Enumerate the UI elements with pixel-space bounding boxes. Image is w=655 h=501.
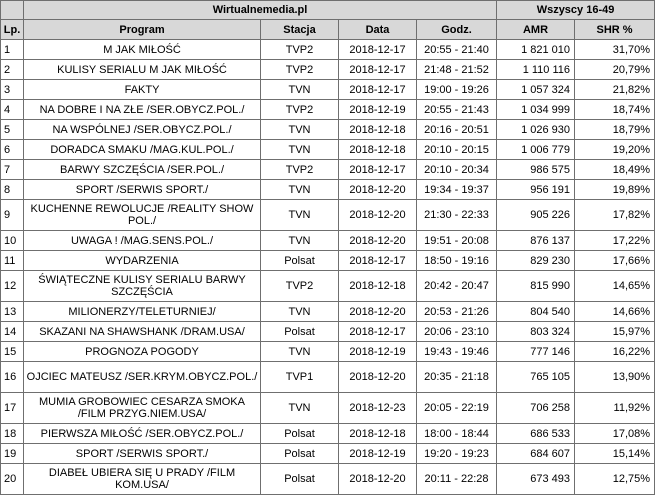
cell-shr: 20,79% <box>575 60 655 80</box>
cell-station: Polsat <box>261 444 339 464</box>
cell-date: 2018-12-17 <box>339 80 417 100</box>
cell-date: 2018-12-19 <box>339 444 417 464</box>
cell-program: SKAZANI NA SHAWSHANK /DRAM.USA/ <box>24 322 261 342</box>
cell-program: DIABEŁ UBIERA SIĘ U PRADY /FILM KOM.USA/ <box>24 464 261 495</box>
cell-lp: 5 <box>1 120 24 140</box>
cell-date: 2018-12-18 <box>339 120 417 140</box>
table-title-row <box>1 1 655 20</box>
cell-station: TVP1 <box>261 362 339 393</box>
cell-station: TVN <box>261 231 339 251</box>
cell-program: MILIONERZY/TELETURNIEJ/ <box>24 302 261 322</box>
cell-date: 2018-12-18 <box>339 140 417 160</box>
cell-station: Polsat <box>261 251 339 271</box>
cell-date: 2018-12-23 <box>339 393 417 424</box>
cell-program: SPORT /SERWIS SPORT./ <box>24 180 261 200</box>
table-row <box>1 251 655 271</box>
cell-program: KULISY SERIALU M JAK MIŁOŚĆ <box>24 60 261 80</box>
col-header-station: Stacja <box>261 20 339 40</box>
cell-amr: 1 006 779 <box>497 140 575 160</box>
col-header-shr: SHR % <box>575 20 655 40</box>
cell-date: 2018-12-19 <box>339 100 417 120</box>
cell-lp: 2 <box>1 60 24 80</box>
cell-date: 2018-12-17 <box>339 322 417 342</box>
corner-cell <box>1 1 24 20</box>
cell-shr: 19,89% <box>575 180 655 200</box>
cell-date: 2018-12-18 <box>339 271 417 302</box>
cell-amr: 1 026 930 <box>497 120 575 140</box>
cell-date: 2018-12-20 <box>339 464 417 495</box>
cell-lp: 13 <box>1 302 24 322</box>
cell-time: 20:11 - 22:28 <box>417 464 497 495</box>
cell-station: TVP2 <box>261 271 339 302</box>
cell-shr: 12,75% <box>575 464 655 495</box>
table-row <box>1 40 655 60</box>
cell-station: TVP2 <box>261 160 339 180</box>
cell-time: 20:55 - 21:40 <box>417 40 497 60</box>
cell-amr: 1 110 116 <box>497 60 575 80</box>
cell-station: Polsat <box>261 464 339 495</box>
cell-time: 18:00 - 18:44 <box>417 424 497 444</box>
cell-program: OJCIEC MATEUSZ /SER.KRYM.OBYCZ.POL./ <box>24 362 261 393</box>
cell-amr: 706 258 <box>497 393 575 424</box>
cell-time: 20:16 - 20:51 <box>417 120 497 140</box>
cell-amr: 829 230 <box>497 251 575 271</box>
cell-time: 21:48 - 21:52 <box>417 60 497 80</box>
table-row <box>1 80 655 100</box>
cell-station: TVN <box>261 342 339 362</box>
cell-station: TVN <box>261 302 339 322</box>
cell-lp: 14 <box>1 322 24 342</box>
table-row <box>1 120 655 140</box>
table-row <box>1 444 655 464</box>
cell-amr: 777 146 <box>497 342 575 362</box>
cell-amr: 1 057 324 <box>497 80 575 100</box>
source-header: Wirtualnemedia.pl <box>24 1 497 20</box>
cell-lp: 8 <box>1 180 24 200</box>
table-row <box>1 393 655 424</box>
cell-time: 20:35 - 21:18 <box>417 362 497 393</box>
cell-station: Polsat <box>261 322 339 342</box>
cell-station: TVP2 <box>261 40 339 60</box>
cell-amr: 986 575 <box>497 160 575 180</box>
cell-program: M JAK MIŁOŚĆ <box>24 40 261 60</box>
cell-time: 20:05 - 22:19 <box>417 393 497 424</box>
cell-station: TVN <box>261 120 339 140</box>
col-header-program: Program <box>24 20 261 40</box>
cell-station: TVN <box>261 393 339 424</box>
cell-program: UWAGA ! /MAG.SENS.POL./ <box>24 231 261 251</box>
table-row <box>1 302 655 322</box>
cell-station: TVN <box>261 200 339 231</box>
cell-station: Polsat <box>261 424 339 444</box>
cell-program: DORADCA SMAKU /MAG.KUL.POL./ <box>24 140 261 160</box>
cell-date: 2018-12-20 <box>339 302 417 322</box>
cell-lp: 15 <box>1 342 24 362</box>
cell-date: 2018-12-19 <box>339 342 417 362</box>
cell-amr: 956 191 <box>497 180 575 200</box>
table-row <box>1 362 655 393</box>
cell-shr: 16,22% <box>575 342 655 362</box>
cell-date: 2018-12-17 <box>339 40 417 60</box>
cell-lp: 17 <box>1 393 24 424</box>
cell-program: BARWY SZCZĘŚCIA /SER.POL./ <box>24 160 261 180</box>
table-row <box>1 271 655 302</box>
cell-station: TVN <box>261 140 339 160</box>
table-row <box>1 424 655 444</box>
cell-shr: 21,82% <box>575 80 655 100</box>
cell-lp: 20 <box>1 464 24 495</box>
cell-program: NA DOBRE I NA ZŁE /SER.OBYCZ.POL./ <box>24 100 261 120</box>
audience-group-header: Wszyscy 16-49 <box>497 1 655 20</box>
cell-amr: 765 105 <box>497 362 575 393</box>
cell-station: TVP2 <box>261 60 339 80</box>
cell-shr: 17,82% <box>575 200 655 231</box>
cell-lp: 1 <box>1 40 24 60</box>
cell-time: 19:00 - 19:26 <box>417 80 497 100</box>
cell-shr: 19,20% <box>575 140 655 160</box>
cell-lp: 7 <box>1 160 24 180</box>
table-row <box>1 464 655 495</box>
cell-amr: 1 821 010 <box>497 40 575 60</box>
cell-time: 19:43 - 19:46 <box>417 342 497 362</box>
cell-shr: 17,08% <box>575 424 655 444</box>
cell-program: ŚWIĄTECZNE KULISY SERIALU BARWY SZCZĘŚCIA <box>24 271 261 302</box>
cell-program: WYDARZENIA <box>24 251 261 271</box>
table-row <box>1 200 655 231</box>
cell-time: 20:06 - 23:10 <box>417 322 497 342</box>
cell-date: 2018-12-17 <box>339 60 417 80</box>
cell-date: 2018-12-20 <box>339 362 417 393</box>
cell-shr: 17,66% <box>575 251 655 271</box>
cell-program: SPORT /SERWIS SPORT./ <box>24 444 261 464</box>
cell-station: TVP2 <box>261 100 339 120</box>
cell-date: 2018-12-20 <box>339 231 417 251</box>
cell-time: 19:20 - 19:23 <box>417 444 497 464</box>
cell-program: FAKTY <box>24 80 261 100</box>
cell-shr: 31,70% <box>575 40 655 60</box>
cell-program: PROGNOZA POGODY <box>24 342 261 362</box>
cell-program: MUMIA GROBOWIEC CESARZA SMOKA /FILM PRZYG.NIEM.USA/ <box>24 393 261 424</box>
column-header-row <box>1 20 655 40</box>
cell-time: 20:55 - 21:43 <box>417 100 497 120</box>
cell-program: NA WSPÓLNEJ /SER.OBYCZ.POL./ <box>24 120 261 140</box>
cell-amr: 686 533 <box>497 424 575 444</box>
cell-amr: 804 540 <box>497 302 575 322</box>
cell-amr: 876 137 <box>497 231 575 251</box>
cell-time: 20:53 - 21:26 <box>417 302 497 322</box>
cell-shr: 13,90% <box>575 362 655 393</box>
cell-shr: 11,92% <box>575 393 655 424</box>
cell-date: 2018-12-20 <box>339 200 417 231</box>
cell-shr: 18,49% <box>575 160 655 180</box>
cell-time: 19:51 - 20:08 <box>417 231 497 251</box>
table-row <box>1 60 655 80</box>
cell-time: 18:50 - 19:16 <box>417 251 497 271</box>
cell-shr: 14,65% <box>575 271 655 302</box>
table-body <box>1 40 655 495</box>
cell-amr: 803 324 <box>497 322 575 342</box>
cell-amr: 1 034 999 <box>497 100 575 120</box>
cell-time: 20:42 - 20:47 <box>417 271 497 302</box>
cell-amr: 684 607 <box>497 444 575 464</box>
cell-lp: 16 <box>1 362 24 393</box>
cell-shr: 18,79% <box>575 120 655 140</box>
col-header-lp: Lp. <box>1 20 24 40</box>
cell-amr: 673 493 <box>497 464 575 495</box>
cell-lp: 11 <box>1 251 24 271</box>
col-header-time: Godz. <box>417 20 497 40</box>
cell-program: PIERWSZA MIŁOŚĆ /SER.OBYCZ.POL./ <box>24 424 261 444</box>
cell-lp: 19 <box>1 444 24 464</box>
table-row <box>1 100 655 120</box>
cell-station: TVN <box>261 180 339 200</box>
cell-shr: 15,97% <box>575 322 655 342</box>
table-row <box>1 231 655 251</box>
cell-lp: 9 <box>1 200 24 231</box>
cell-time: 20:10 - 20:34 <box>417 160 497 180</box>
cell-lp: 4 <box>1 100 24 120</box>
cell-lp: 12 <box>1 271 24 302</box>
table-row <box>1 342 655 362</box>
cell-time: 19:34 - 19:37 <box>417 180 497 200</box>
cell-shr: 17,22% <box>575 231 655 251</box>
cell-station: TVN <box>261 80 339 100</box>
cell-amr: 905 226 <box>497 200 575 231</box>
cell-shr: 15,14% <box>575 444 655 464</box>
table-row <box>1 180 655 200</box>
cell-amr: 815 990 <box>497 271 575 302</box>
cell-date: 2018-12-17 <box>339 160 417 180</box>
cell-date: 2018-12-20 <box>339 180 417 200</box>
cell-lp: 3 <box>1 80 24 100</box>
cell-date: 2018-12-17 <box>339 251 417 271</box>
table-row <box>1 160 655 180</box>
cell-lp: 10 <box>1 231 24 251</box>
cell-lp: 18 <box>1 424 24 444</box>
table-row <box>1 140 655 160</box>
cell-date: 2018-12-18 <box>339 424 417 444</box>
cell-time: 20:10 - 20:15 <box>417 140 497 160</box>
col-header-amr: AMR <box>497 20 575 40</box>
col-header-date: Data <box>339 20 417 40</box>
cell-shr: 18,74% <box>575 100 655 120</box>
cell-lp: 6 <box>1 140 24 160</box>
cell-program: KUCHENNE REWOLUCJE /REALITY SHOW POL./ <box>24 200 261 231</box>
table-row <box>1 322 655 342</box>
cell-shr: 14,66% <box>575 302 655 322</box>
cell-time: 21:30 - 22:33 <box>417 200 497 231</box>
